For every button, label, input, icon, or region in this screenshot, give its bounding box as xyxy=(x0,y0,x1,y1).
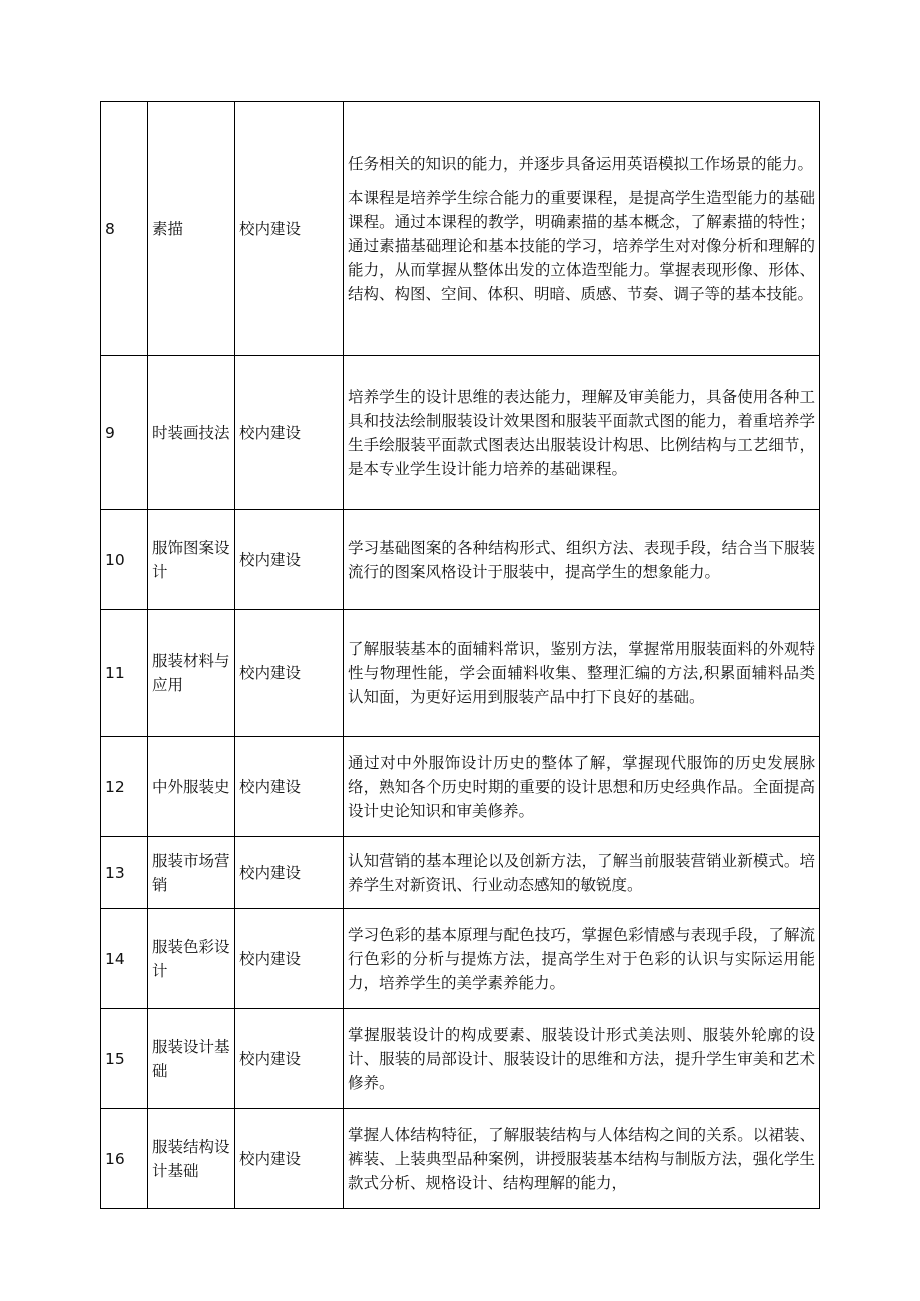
construction-type-cell: 校内建设 xyxy=(235,510,344,610)
description-paragraph: 学习色彩的基本原理与配色技巧，掌握色彩情感与表现手段，了解流行色彩的分析与提炼方法，提高学生对于色彩的认识与实际运用能力，培养学生的美学素养能力。 xyxy=(348,925,815,992)
construction-type-cell: 校内建设 xyxy=(235,837,344,909)
course-number-cell: 14 xyxy=(101,909,148,1009)
construction-type-cell: 校内建设 xyxy=(235,102,344,356)
construction-type-cell: 校内建设 xyxy=(235,1009,344,1109)
course-name-cell: 服装设计基础 xyxy=(148,1009,235,1109)
course-description-cell xyxy=(344,837,820,909)
course-number-cell: 9 xyxy=(101,356,148,510)
construction-type-cell: 校内建设 xyxy=(235,610,344,737)
course-name-cell: 服装结构设计基础 xyxy=(148,1109,235,1209)
course-table xyxy=(100,101,820,1209)
table-row xyxy=(101,1009,820,1109)
table-row xyxy=(101,1109,820,1209)
description-paragraph: 通过对中外服饰设计历史的整体了解，掌握现代服饰的历史发展脉络，熟知各个历史时期的重要的设计思想和历史经典作品。全面提高设计史论知识和审美修养。 xyxy=(348,753,815,820)
course-description-cell xyxy=(344,737,820,837)
course-description-cell xyxy=(344,102,820,356)
course-number-cell: 13 xyxy=(101,837,148,909)
description-paragraph: 认知营销的基本理论以及创新方法，了解当前服装营销业新模式。培养学生对新资讯、行业动态感知的敏锐度。 xyxy=(348,851,815,894)
table-row xyxy=(101,837,820,909)
course-description-cell xyxy=(344,909,820,1009)
course-name-cell: 时装画技法 xyxy=(148,356,235,510)
description-paragraph: 学习基础图案的各种结构形式、组织方法、表现手段，结合当下服装流行的图案风格设计于服装中，提高学生的想象能力。 xyxy=(348,538,815,581)
course-number-cell: 11 xyxy=(101,610,148,737)
course-number-cell: 15 xyxy=(101,1009,148,1109)
course-description-cell xyxy=(344,510,820,610)
course-name-cell: 服装市场营销 xyxy=(148,837,235,909)
course-name-cell: 素描 xyxy=(148,102,235,356)
course-name-cell: 服饰图案设计 xyxy=(148,510,235,610)
construction-type-cell: 校内建设 xyxy=(235,737,344,837)
description-paragraph: 了解服装基本的面辅料常识，鉴别方法，掌握常用服装面料的外观特性与物理性能，学会面辅料收集、整理汇编的方法,积累面辅料品类认知面，为更好运用到服装产品中打下良好的基础。 xyxy=(348,640,815,706)
table-row xyxy=(101,356,820,510)
table-row xyxy=(101,510,820,610)
course-description-cell xyxy=(344,1009,820,1109)
table-row xyxy=(101,909,820,1009)
course-number-cell: 8 xyxy=(101,102,148,356)
table-body xyxy=(101,102,820,1209)
course-name-cell: 服装材料与应用 xyxy=(148,610,235,737)
construction-type-cell: 校内建设 xyxy=(235,909,344,1009)
table-row xyxy=(101,737,820,837)
course-number-cell: 16 xyxy=(101,1109,148,1209)
table-row xyxy=(101,102,820,356)
table-row xyxy=(101,610,820,737)
description-paragraph: 培养学生的设计思维的表达能力，理解及审美能力，具备使用各种工具和技法绘制服装设计效果图和服装平面款式图的能力，着重培养学生手绘服装平面款式图表达出服装设计构思、比例结构与工艺细节，是本专业学生设计能力培养的基础课程。 xyxy=(348,387,815,478)
description-paragraph: 掌握服装设计的构成要素、服装设计形式美法则、服装外轮廓的设计、服装的局部设计、服装设计的思维和方法，提升学生审美和艺术修养。 xyxy=(348,1025,815,1092)
course-number-cell: 12 xyxy=(101,737,148,837)
course-name-cell: 中外服装史 xyxy=(148,737,235,837)
description-paragraph: 掌握人体结构特征，了解服装结构与人体结构之间的关系。以裙装、裤装、上装典型品种案例，讲授服装基本结构与制版方法，强化学生款式分析、规格设计、结构理解的能力， xyxy=(348,1125,815,1192)
construction-type-cell: 校内建设 xyxy=(235,356,344,510)
course-name-cell: 服装色彩设计 xyxy=(148,909,235,1009)
course-description-cell xyxy=(344,1109,820,1209)
course-description-cell xyxy=(344,610,820,737)
course-description-cell xyxy=(344,356,820,510)
description-paragraph: 本课程是培养学生综合能力的重要课程，是提高学生造型能力的基础课程。通过本课程的教学，明确素描的基本概念，了解素描的特性；通过素描基础理论和基本技能的学习，培养学生对对像分析和理解的能力，从而掌握从整体出发的立体造型能力。掌握表现形像、形体、结构、构图、空间、体积、明暗、质感、节奏、调子等的基本技能。 xyxy=(348,188,815,303)
course-number-cell: 10 xyxy=(101,510,148,610)
description-paragraph: 任务相关的知识的能力，并逐步具备运用英语模拟工作场景的能力。 xyxy=(348,154,814,173)
construction-type-cell: 校内建设 xyxy=(235,1109,344,1209)
